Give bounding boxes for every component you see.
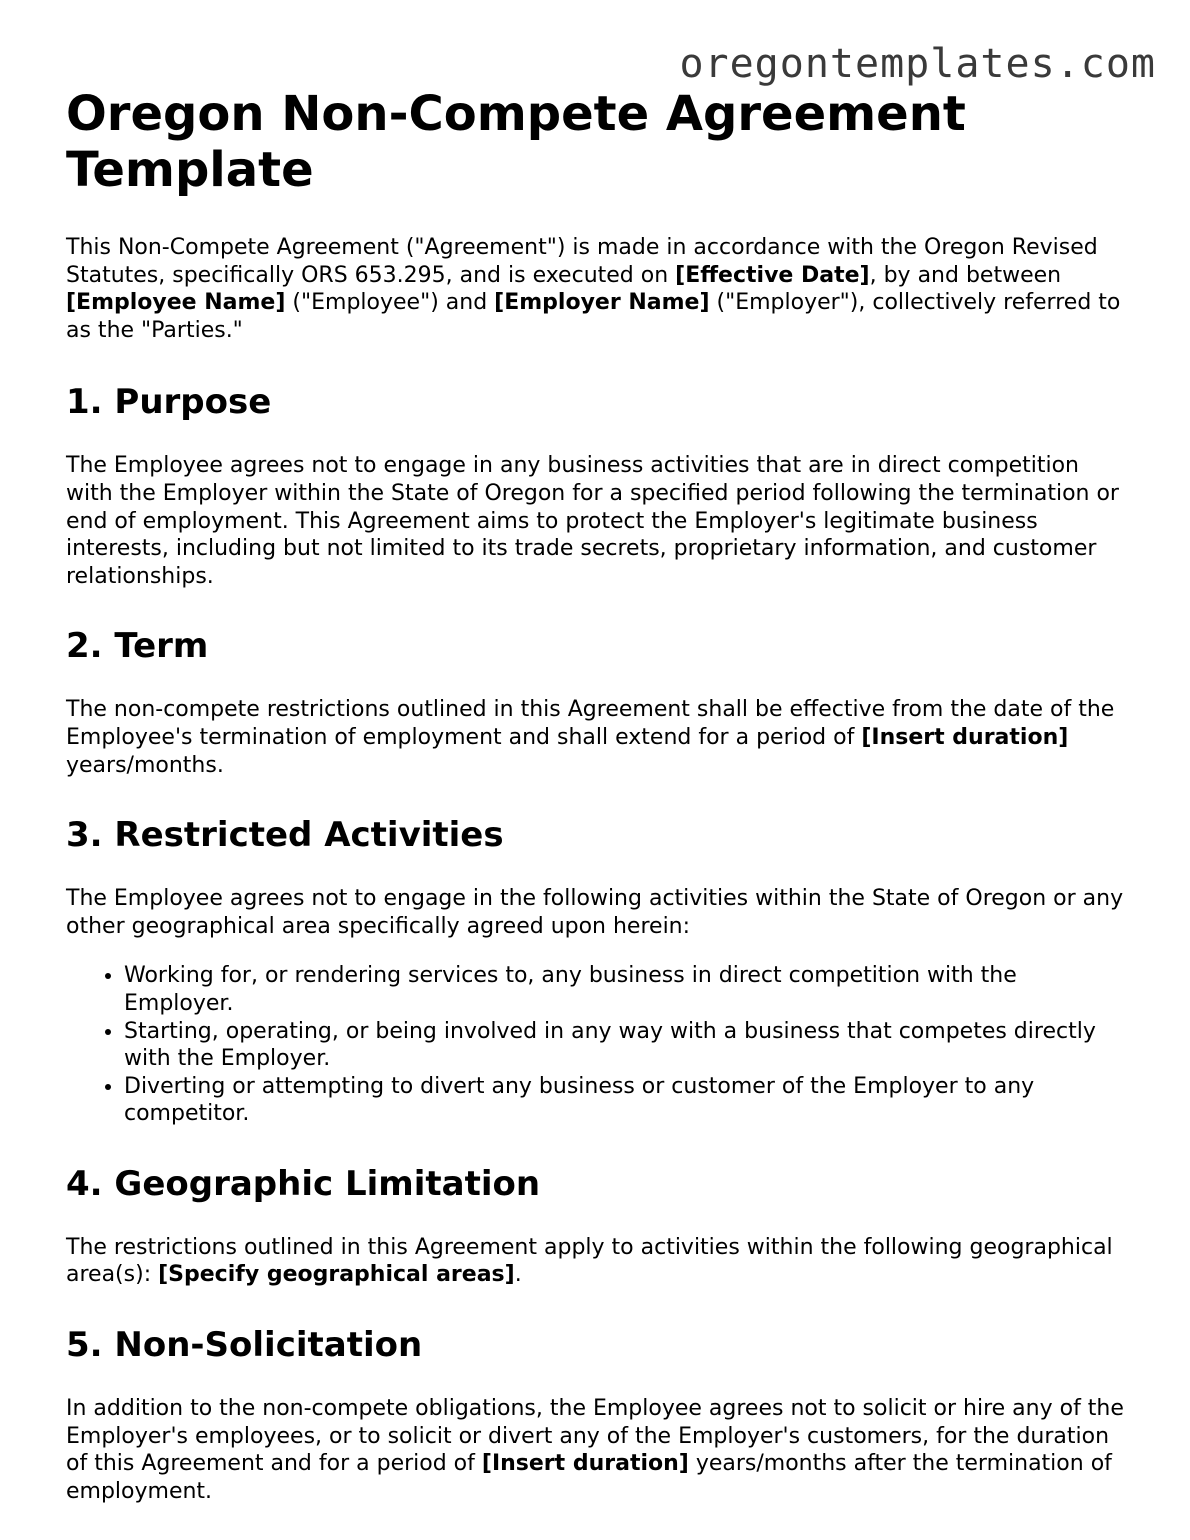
document-content [66,86,1126,1505]
term-text-2: years/months. [66,752,224,778]
effective-date-placeholder: [Effective Date] [675,262,870,288]
section-text-geographic-limitation [66,1234,1126,1289]
section-heading-purpose: 1. Purpose [66,382,272,423]
term-text-1: The non-compete restrictions outlined in this Agreement shall be effective from the date of the Employee's termination of employment and shall extend for a period of [66,697,1115,750]
term-duration-placeholder: [Insert duration] [861,724,1069,750]
geographic-areas-placeholder: [Specify geographical areas] [158,1262,515,1288]
employee-name-placeholder: [Employee Name] [66,290,286,316]
restricted-activities-list [66,962,1126,1128]
site-watermark: oregontemplates.com [679,41,1156,87]
section-heading-restricted-activities: 3. Restricted Activities [66,815,504,856]
intro-paragraph [66,234,1126,344]
nonsol-text-2: years/months after the termination of employment. [66,1451,1112,1504]
section-text-restricted-activities: The Employee agrees not to engage in the following activities within the State of Oregon or any other geographical area specifically agreed upon herein: [66,886,1124,939]
intro-text-1: This Non-Compete Agreement ("Agreement") is made in accordance with the Oregon Revised Statutes, specifically ORS 653.295, and is executed on [66,235,1098,288]
section-text-non-solicitation [66,1395,1126,1505]
geo-text-1: The restrictions outlined in this Agreement apply to activities within the following geographical area(s): [66,1234,1113,1288]
section-text-term [66,696,1126,779]
nonsol-duration-placeholder: [Insert duration] [481,1451,689,1477]
list-item: • Diverting or attempting to divert any business or customer of the Employer to any competitor. [124,1073,1126,1128]
section-heading-term: 2. Term [66,626,209,667]
geo-text-2: . [514,1262,522,1288]
employer-name-placeholder: [Employer Name] [494,290,710,316]
intro-text-3: ("Employee") and [285,290,495,316]
nonsol-text-1: In addition to the non-compete obligations, the Employee agrees not to solicit or hire any of the Employer's employees, or to solicit or divert any of the Employer's customers, for the duration of this Agreement and for a period of [66,1396,1124,1477]
list-item: • Starting, operating, or being involved in any way with a business that competes directly with the Employer. [124,1018,1126,1073]
section-text-purpose: The Employee agrees not to engage in any business activities that are in direct competition with the Employer within the State of Oregon for a specified period following the termination or end of employment. This Agreement aims to protect the Employer's legitimate business interests, including but not limited to its trade secrets, proprietary information, and customer relationships. [66,453,1119,589]
section-heading-non-solicitation: 5. Non-Solicitation [66,1325,423,1366]
document-title: Oregon Non-Compete Agreement Template [66,86,966,198]
section-heading-geographic-limitation: 4. Geographic Limitation [66,1163,541,1204]
list-item: • Working for, or rendering services to, any business in direct competition with the Employer. [124,962,1126,1017]
intro-text-4: ("Employer"), collectively referred to as the "Parties." [66,290,1121,343]
intro-text-2: , by and between [869,262,1062,288]
